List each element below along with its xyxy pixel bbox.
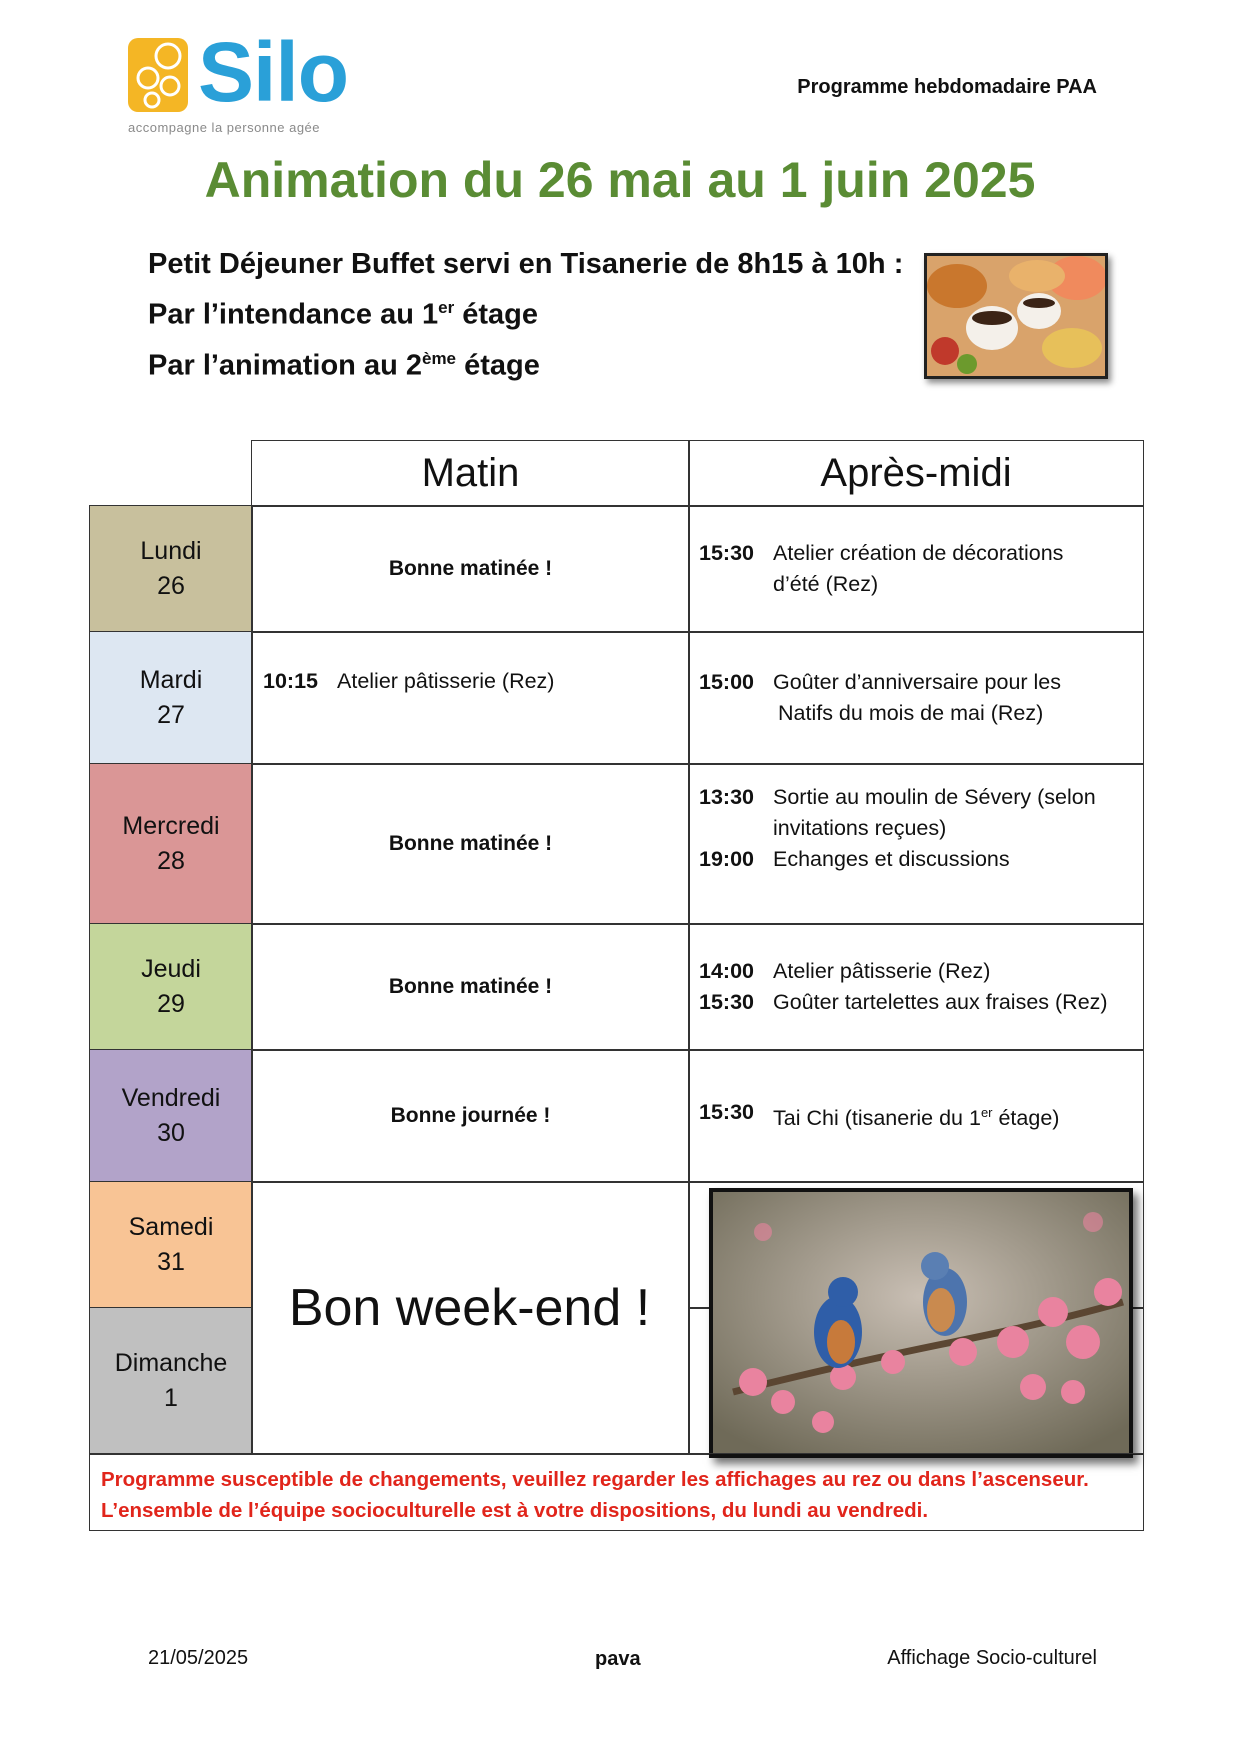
morning-monday: Bonne matinée ! [251, 505, 690, 633]
change-notice [89, 1453, 1144, 1531]
activity-entry-cont: invitations reçues) [773, 816, 947, 840]
bluebirds-photo [709, 1188, 1133, 1458]
day-wednesday: Mercredi 28 [89, 763, 253, 925]
activity-entry: 10:15 Atelier pâtisserie (Rez) [263, 669, 555, 693]
footer-label: Affichage Socio-culturel [887, 1647, 1097, 1669]
activity-entry: 19:00 Echanges et discussions [699, 847, 1010, 871]
logo-bubbles-icon [128, 38, 188, 112]
afternoon-monday [688, 505, 1144, 633]
day-monday: Lundi 26 [89, 505, 253, 633]
morning-tuesday [251, 631, 690, 765]
day-thursday: Jeudi 29 [89, 923, 253, 1051]
footer-author: pava [595, 1648, 641, 1670]
silo-logo [128, 25, 378, 142]
weekend-message: Bon week-end ! [288, 1279, 651, 1337]
afternoon-tuesday [688, 631, 1144, 765]
activity-entry-cont: Natifs du mois de mai (Rez) [778, 701, 1044, 725]
breakfast-line-2: Par l’intendance au 1er étage [148, 298, 539, 331]
notice-line-2: L’ensemble de l’équipe socioculturelle est à votre dispositions, du lundi au vendredi. [101, 1499, 929, 1522]
activity-entry-cont: d’été (Rez) [773, 572, 879, 596]
afternoon-thursday [688, 923, 1144, 1051]
column-header-morning: Matin [251, 440, 690, 507]
notice-line-1: Programme susceptible de changements, veuillez regarder les affichages au rez ou dans l’ascenseur. [101, 1468, 1089, 1491]
activity-entry: 15:00 Goûter d’anniversaire pour les [699, 670, 1062, 694]
afternoon-wednesday [688, 763, 1144, 925]
day-friday: Vendredi 30 [89, 1049, 253, 1183]
activity-entry: 13:30 Sortie au moulin de Sévery (selon [699, 785, 1096, 809]
logo-tagline: accompagne la personne agée [128, 120, 321, 135]
activity-entry: 14:00 Atelier pâtisserie (Rez) [699, 959, 991, 983]
morning-wednesday: Bonne matinée ! [251, 763, 690, 925]
logo-wordmark: Silo [198, 25, 349, 119]
morning-thursday: Bonne matinée ! [251, 923, 690, 1051]
breakfast-info [148, 242, 903, 387]
day-saturday: Samedi 31 [89, 1181, 253, 1309]
column-header-afternoon: Après-midi [688, 440, 1144, 507]
footer-date: 21/05/2025 [148, 1647, 249, 1669]
programme-label: Programme hebdomadaire PAA [797, 76, 1097, 98]
afternoon-friday [688, 1049, 1144, 1183]
breakfast-line-3: Par l’animation au 2ème étage [148, 348, 540, 382]
activity-entry: 15:30 Tai Chi (tisanerie du 1er étage) [699, 1100, 1060, 1131]
day-sunday: Dimanche 1 [89, 1307, 253, 1455]
breakfast-line-1: Petit Déjeuner Buffet servi en Tisanerie de 8h15 à 10h : [148, 248, 904, 280]
day-tuesday: Mardi 27 [89, 631, 253, 765]
breakfast-photo [924, 253, 1108, 379]
activity-entry: 15:30 Goûter tartelettes aux fraises (Rez) [699, 990, 1108, 1014]
activity-entry: 15:30 Atelier création de décorations [699, 541, 1064, 565]
morning-friday: Bonne journée ! [251, 1049, 690, 1183]
page-title: Animation du 26 mai au 1 juin 2025 [204, 152, 1036, 208]
